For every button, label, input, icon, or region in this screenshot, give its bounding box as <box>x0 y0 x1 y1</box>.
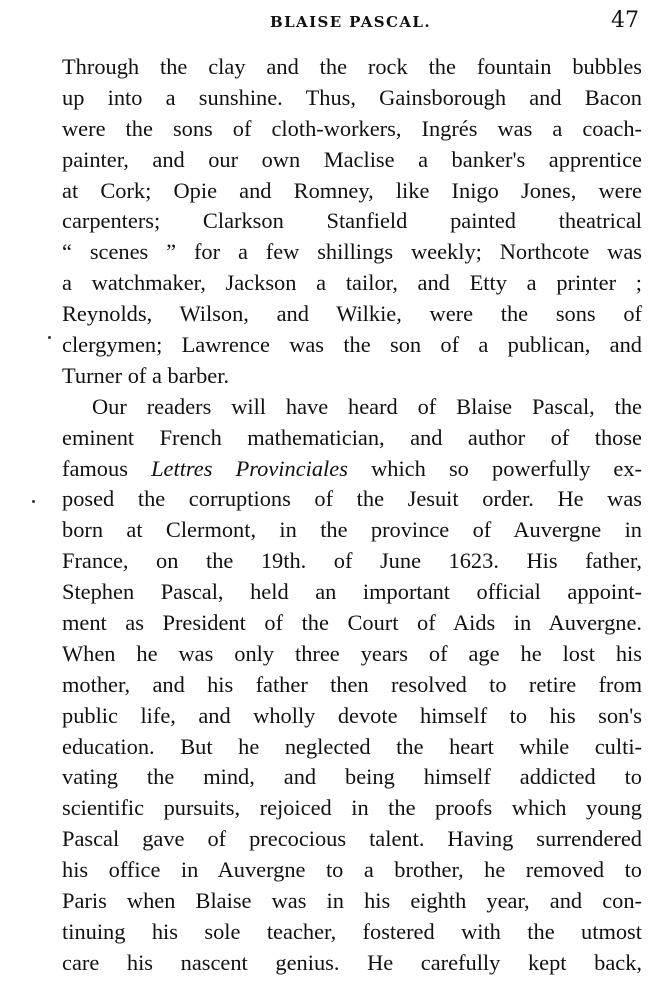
text-line: tinuing his sole teacher, fostered with the utmost <box>62 918 642 944</box>
text-line: mother, and his father then resolved to retire from <box>62 671 642 697</box>
text-line: his office in Auvergne to a brother, he removed to <box>62 857 642 883</box>
text-line: When he was only three years of age he lost his <box>62 640 642 666</box>
text-line: eminent French mathematician, and author of those <box>62 424 642 450</box>
book-title-italic: Lettres Provinciales <box>151 455 348 481</box>
body-text <box>62 52 642 979</box>
text-line: Reynolds, Wilson, and Wilkie, were the sons of <box>62 301 642 327</box>
text-line: Pascal gave of precocious talent. Having surrendered <box>62 826 642 852</box>
text-line: education. But he neglected the heart while culti- <box>62 733 642 759</box>
text-line: painter, and our own Maclise a banker's apprentice <box>62 146 642 172</box>
text-line: public life, and wholly devote himself to his son's <box>62 702 642 728</box>
text-line: Turner of a barber. <box>62 362 230 388</box>
text-line: born at Clermont, in the province of Auvergne in <box>62 517 642 543</box>
text-line: scientific pursuits, rejoiced in the proofs which young <box>62 795 642 821</box>
print-speck <box>32 500 35 503</box>
text-line: Through the clay and the rock the fountain bubbles <box>62 54 642 79</box>
text-line: ment as President of the Court of Aids in Auvergne. <box>62 610 642 636</box>
page-number: 47 <box>611 8 639 33</box>
text-line: were the sons of cloth-workers, Ingrés was a coach- <box>62 115 642 141</box>
text-line: at Cork; Opie and Romney, like Inigo Jones, were <box>62 177 642 203</box>
text-line: Our readers will have heard of Blaise Pascal, the <box>92 393 642 419</box>
running-head: BLAISE PASCAL. <box>270 13 431 31</box>
paragraph-2 <box>62 392 642 979</box>
text-line: clergymen; Lawrence was the son of a publican, and <box>62 332 642 358</box>
text-span: which so powerfully ex- <box>347 455 642 481</box>
text-line-with-italic <box>62 454 642 485</box>
text-line: up into a sunshine. Thus, Gainsborough and Bacon <box>62 84 642 110</box>
print-speck <box>48 336 51 339</box>
text-line: “ scenes ” for a few shillings weekly; Northcote was <box>62 239 642 265</box>
text-line: carpenters; Clarkson Stanfield painted theatrical <box>62 208 642 234</box>
text-line: vating the mind, and being himself addicted to <box>62 764 642 790</box>
text-line: a watchmaker, Jackson a tailor, and Etty a printer ; <box>62 270 642 296</box>
text-line: Stephen Pascal, held an important official appoint- <box>62 579 642 605</box>
text-line: France, on the 19th. of June 1623. His father, <box>62 548 642 574</box>
text-line: care his nascent genius. He carefully kept back, <box>62 949 642 975</box>
paragraph-1 <box>62 52 642 392</box>
page-header <box>62 8 639 38</box>
text-line: posed the corruptions of the Jesuit order. He was <box>62 486 642 512</box>
text-span: famous <box>62 455 152 481</box>
text-line: Paris when Blaise was in his eighth year, and con- <box>62 888 642 914</box>
